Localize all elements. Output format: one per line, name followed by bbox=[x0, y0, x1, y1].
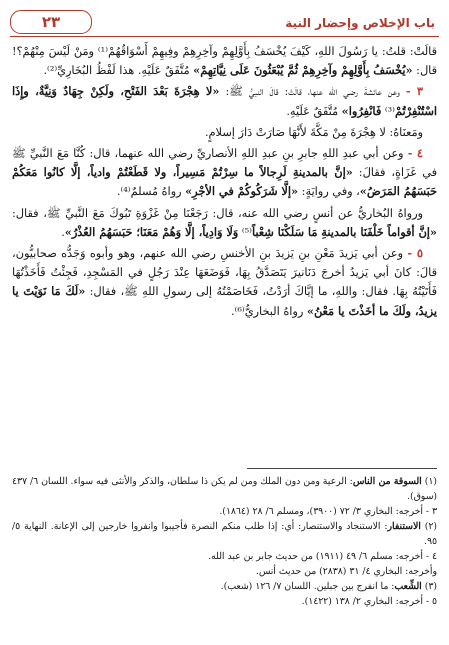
text-span: ومَنْ لَيْسَ مِنْهُمْ؟! قال: bbox=[12, 45, 437, 78]
footnote-number: (٣) bbox=[424, 581, 437, 592]
prophetic-quote: «إنَّ أقواماً خَلْفَنَا بالمدينةِ مَا سَلَكْنَا شِعْباً bbox=[251, 224, 437, 239]
text-span: مُتَّفَقٌ عَلَيْهِ. هذا لَفْظُ البُخَارِيِّ bbox=[57, 64, 190, 78]
hadith-5: ٥ - وعن أبي يَزيدَ مَعْنِ بنِ يَزيدَ بنِ الأخنسِ رضي الله عنهم، وهو وأبوه وَجَدُّه صحابيُّون، قالَ: كانَ أبي يَزيدُ أخرجَ دَنَانيرَ يَتَصَدَّقُ بِهَا، فَوَضَعَهَا عِنْدَ رَجُلٍ في المَسْجِدِ، فَجِئْتُ فَأَخَذْتُهَا فَأَتَيْتُهُ بِهَا. فقال: واللهِ، ما إيَّاكَ أرَدْتُ، فَخَاصَمْتُهُ إلى رسولِ اللهِ ﷺ، فقال: «لَكَ مَا نَوَيْتَ يا يزيدُ، ولَكَ ما أخَذْتَ يا مَعْنُ» رواهُ البخاريُّ⁽⁶⁾. bbox=[12, 246, 437, 318]
text-span: مُتَّفَقٌ عَلَيْهِ. bbox=[286, 104, 339, 118]
footnote-marker: ⁽²⁾ bbox=[47, 64, 58, 78]
hadith-3-meaning: ومَعنَاهُ: لا هِجْرَةَ مِنْ مَكَّةَ لأَنَّهَا صَارَتْ دَارَ إسلامٍ. bbox=[204, 125, 423, 139]
footnote-divider bbox=[247, 468, 437, 469]
footnote-text: : ما انفرج بين جبلين. اللسان ٧/ ١٢٦ (شعب). bbox=[220, 581, 395, 592]
hadith-number: ٤ - bbox=[407, 146, 423, 161]
prophetic-quote: «يُخْسَفُ بِأَوَّلِهِمْ وآخِرِهِمْ ثُمَّ يُبْعَثُونَ عَلَى نِيَّاتِهِمْ» bbox=[193, 63, 413, 78]
footnote-text: أخرجه: البخاري ٢/ ١٣٨ (١٤٢٢). bbox=[301, 596, 423, 607]
hadith-number: ٣ - bbox=[405, 84, 423, 99]
prophetic-quote: «إلَّا شَرَكُوكُمْ في الأجْرِ» bbox=[185, 184, 299, 199]
page-number: ٢٣ bbox=[10, 10, 92, 34]
text-span: وعن أبي يَزيدَ مَعْنِ بنِ يَزيدَ بنِ الأخنسِ رضي الله عنهم، وهو وأبوه وَجَدُّه صحابيُّون، قالَ: كانَ أبي يَزيدُ أخرجَ دَنَانيرَ يَتَصَدَّقُ بِهَا، فَوَضَعَهَا عِنْدَ رَجُلٍ في المَسْجِدِ، فَجِئْتُ فَأَخَذْتُهَا فَأَتَيْتُهُ بِهَا. فقال: واللهِ، ما إيَّاكَ أرَدْتُ، فَخَاصَمْتُهُ إلى رسولِ اللهِ ﷺ، فقال: bbox=[12, 247, 437, 299]
prophetic-quote: فَانْفِرُوا» bbox=[341, 103, 382, 118]
hadith-2-continuation: قالَتْ: قلتُ: يا رَسُولَ اللهِ، كَيْفَ يُخْسَفُ بِأَوَّلِهِمْ وآخِرِهِمْ وفِيهِمْ أَسْوَاقُهُمْ⁽¹⁾ ومَنْ لَيْسَ مِنْهُمْ؟! قال: «يُخْسَفُ بِأَوَّلِهِمْ وآخِرِهِمْ ثُمَّ يُبْعَثُونَ عَلَى نِيَّاتِهِمْ» مُتَّفَقٌ عَلَيْهِ. هذا لَفْظُ البُخَارِيِّ⁽²⁾. bbox=[12, 45, 437, 78]
footnote-marker: ⁽⁴⁾ bbox=[120, 185, 131, 199]
footnote-text: وأخرجه: البخاري ٤/ ٣١ (٢٨٣٨) من حديث أنس. bbox=[255, 566, 437, 577]
text-span: وعن أبي عبدِ اللهِ جابرِ بنِ عبدِ اللهِ الأنصاريِّ رضي الله عنهما، قال: كُنَّا مَعَ النَّبيِّ ﷺ في غَزَاةٍ، فقالَ: bbox=[12, 147, 438, 180]
footnote-number: ٥ - bbox=[425, 596, 437, 607]
footnote-number: ٣ - bbox=[425, 506, 437, 517]
footnote-marker: ⁽⁶⁾ bbox=[234, 304, 245, 318]
footnote-line bbox=[12, 594, 437, 609]
footnote-line bbox=[12, 504, 437, 519]
footnote-marker: ⁽¹⁾ bbox=[97, 45, 108, 58]
footnote-marker: ⁽³⁾ bbox=[384, 104, 395, 118]
footnote-line bbox=[12, 549, 437, 564]
footnote-number: (١) bbox=[424, 476, 437, 487]
prophetic-quote: «لا هِجْرَةَ بَعْدَ الفَتْحِ، ولَكِنْ جِهَادٌ وَنِيَّةٌ، وإِذَا اسْتُنْفِرْتُمْ bbox=[12, 84, 437, 118]
footnote-text: أخرجه: البخاري ٣/ ٧٢ (٣٩٠٠)، ومسلم ٦/ ٢٨ (١٨٦٤). bbox=[219, 506, 423, 517]
prophetic-quote: وَلَا وَادِياً، إلَّا وَهُمْ مَعَنَا؛ حَبَسَهُمُ العُذْرُ» bbox=[64, 224, 239, 239]
main-text bbox=[12, 42, 437, 323]
hadith-4-bukhari: ورواهُ البُخاريُّ عن أنسٍ رضي الله عنه، قال: رَجَعْنَا مِنْ غَزْوَةِ تَبُوكَ مَعَ النَّبيِّ ﷺ، فقال: «إنَّ أقواماً خَلْفَنَا بالمدينةِ مَا سَلَكْنَا شِعْباً⁽⁵⁾ وَلَا وَادِياً، إلَّا وَهُمْ مَعَنَا؛ حَبَسَهُمُ العُذْرُ». bbox=[12, 206, 437, 239]
footnote-line bbox=[12, 519, 437, 549]
footnote-text: : الاستنجاد والاستنصار: أي: إذا طلب منكم النصرة فأجيبوا وانفروا خارجين إلى الإعانة. النهاية ٥/ ٩٥. bbox=[12, 521, 437, 547]
footnote-marker: ⁽⁵⁾ bbox=[241, 225, 252, 239]
text-span: ، وفي روايَةٍ: bbox=[301, 185, 360, 199]
footnote-text: أخرجه: مسلم ٦/ ٤٩ (١٩١١) من حديث جابر بن عبد الله. bbox=[208, 551, 423, 562]
footnote-line bbox=[12, 564, 437, 579]
prophetic-quote: «لَكَ مَا نَوَيْتَ يا يزيدُ، ولَكَ ما أخَذْتَ يا مَعْنُ» bbox=[12, 284, 437, 318]
footnote-number: ٤ - bbox=[425, 551, 437, 562]
text-span: قالَتْ: قلتُ: يا رَسُولَ اللهِ، كَيْفَ يُخْسَفُ بِأَوَّلِهِمْ وآخِرِهِمْ وفِيهِمْ أَسْوَاقُهُمْ bbox=[107, 45, 437, 58]
text-span: ورواهُ البُخاريُّ عن أنسٍ رضي الله عنه، قال: رَجَعْنَا مِنْ غَزْوَةِ تَبُوكَ مَعَ النَّبيِّ ﷺ، فقال: bbox=[12, 206, 423, 220]
page-header bbox=[10, 8, 439, 37]
footnotes bbox=[12, 474, 437, 609]
prophetic-quote: «إنَّ بالمدينةِ لَرِجالاً ما سِرْتُمْ مَسِيراً، ولا قَطَعْتُمْ وادياً، إلَّا كانُوا مَعَكُمْ حَبَسَهُمُ المَرَضُ» bbox=[12, 165, 437, 199]
text-span: رواهُ مُسلمٌ bbox=[130, 185, 182, 199]
footnote-line bbox=[12, 474, 437, 504]
hadith-4: ٤ - وعن أبي عبدِ اللهِ جابرِ بنِ عبدِ اللهِ الأنصاريِّ رضي الله عنهما، قال: كُنَّا مَعَ النَّبيِّ ﷺ في غَزَاةٍ، فقالَ: «إنَّ بالمدينةِ لَرِجالاً ما سِرْتُمْ مَسِيراً، ولا قَطَعْتُمْ وادياً، إلَّا كانُوا مَعَكُمْ حَبَسَهُمُ المَرَضُ»، وفي روايَةٍ: «إلَّا شَرَكُوكُمْ في الأجْرِ» رواهُ مُسلمٌ⁽⁴⁾. bbox=[12, 146, 438, 199]
footnote-headword: الشِّعب bbox=[394, 581, 422, 592]
footnote-line bbox=[12, 579, 437, 594]
running-title: باب الإخلاص وإحضار النية bbox=[285, 16, 435, 30]
text-span: رواهُ البخاريُّ bbox=[244, 304, 304, 318]
footnote-headword: الاستنفار bbox=[387, 521, 421, 532]
hadith-number: ٥ - bbox=[407, 246, 423, 261]
text-span: وعن عائشةَ رضي الله عنها، قالَتْ: قالَ النبيُّ ﷺ: bbox=[225, 85, 400, 99]
footnote-number: (٢) bbox=[424, 521, 437, 532]
footnote-text: : الرعية ومن دون الملك ومن لم يكن ذا سلطان، والذكر والأنثى فيه سواء. اللسان ٦/ ٤٣٧ (سوق). bbox=[12, 476, 437, 502]
footnote-headword: السوقة من الناس bbox=[352, 476, 422, 487]
hadith-3 bbox=[12, 82, 437, 120]
